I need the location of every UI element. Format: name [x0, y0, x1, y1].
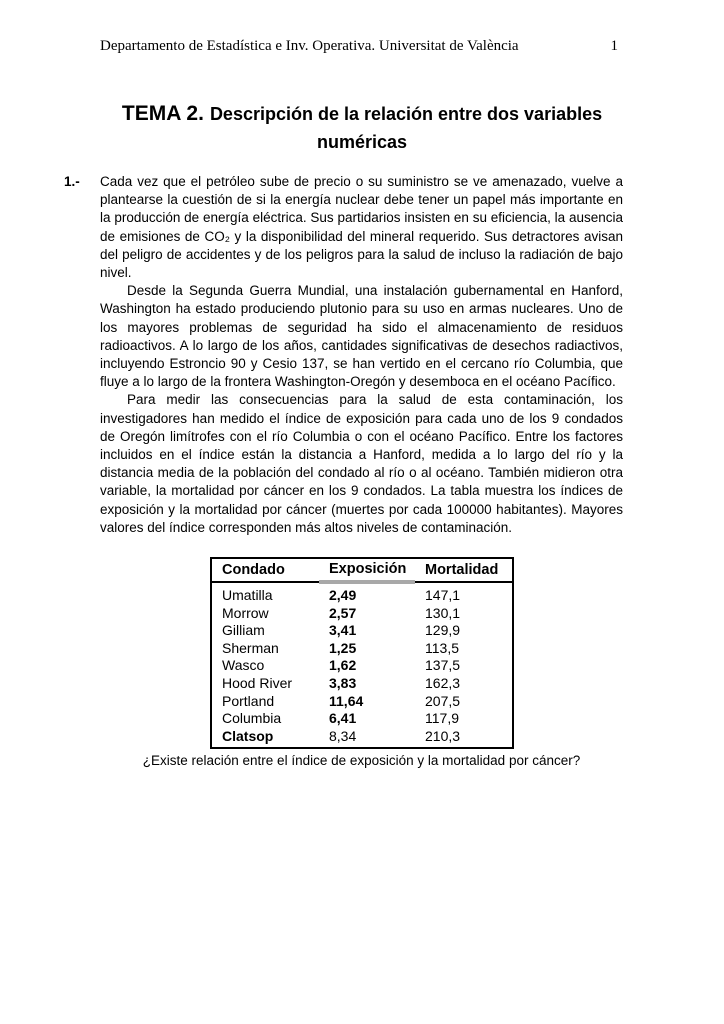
county-cell: Sherman: [222, 639, 279, 656]
table-row: [211, 605, 513, 623]
county-cell: Columbia: [222, 710, 282, 727]
exposure-cell: 8,34: [329, 727, 357, 744]
exercise-number: 1.-: [64, 174, 80, 189]
table-row: [211, 675, 513, 693]
title-prefix: TEMA 2.: [121, 102, 204, 125]
exposure-mortality-table-container: [210, 557, 514, 749]
county-cell: Umatilla: [222, 586, 273, 603]
mortality-cell: 137,5: [425, 657, 461, 674]
county-cell: Clatsop: [222, 727, 274, 744]
exposure-cell: 1,25: [329, 639, 357, 656]
column-header-exposure: Exposición: [319, 558, 415, 582]
closing-question: ¿Existe relación entre el índice de exposición y la mortalidad por cáncer?: [142, 753, 581, 768]
exercise-body: [64, 173, 623, 537]
exposure-mortality-table: [210, 557, 514, 749]
table-row: [211, 622, 513, 640]
title-rest: Descripción de la relación entre dos variables numéricas: [209, 104, 603, 152]
exposure-cell: 11,64: [329, 692, 364, 709]
document-title-text: [112, 101, 612, 157]
header-page-number: 1: [610, 38, 618, 54]
document-title: [0, 101, 724, 157]
table-row: [211, 640, 513, 658]
mortality-cell: 210,3: [425, 727, 461, 744]
county-cell: Portland: [222, 692, 275, 709]
table-row: [211, 693, 513, 711]
exercise-paragraph-1-text: Cada vez que el petróleo sube de precio o su suministro se ve amenazado, vuelve a plantearse la cuestión de si la energía nuclear debe tener un papel más importante en la producción de energía eléctrica. Sus partidarios insisten en su eficiencia, la ausencia de emisiones de CO₂ y la disponibilidad del mineral requerido. Sus detractores avisan del peligro de accidentes y de los peligros para la salud de incluso la radiación de bajo nivel.: [100, 174, 623, 281]
exposure-cell: 3,83: [329, 674, 357, 691]
exposure-cell: 3,41: [329, 622, 357, 639]
county-cell: Morrow: [222, 604, 269, 621]
table-row: [211, 582, 513, 605]
table-row: [211, 728, 513, 749]
exercise-paragraph-3: Para medir las consecuencias para la salud de esta contaminación, los investigadores han medido el índice de exposición para cada uno de los 9 condados de Oregón limítrofes con el río Columbia o con el océano Pacífico. Entre los factores incluidos en el índice están la distancia a Hanford, medida a lo largo del río y la distancia media de la población del condado al río o al océano. También midieron otra variable, la mortalidad por cáncer en los 9 condados. La tabla muestra los índices de exposición y la mortalidad por cáncer (muertes por cada 100000 habitantes). Mayores valores del índice corresponden más altos niveles de contaminación.: [100, 392, 623, 535]
table-row: [211, 657, 513, 675]
column-header-county: Condado: [211, 558, 319, 582]
mortality-cell: 207,5: [425, 692, 461, 709]
exposure-cell: 1,62: [329, 657, 357, 674]
exposure-cell: 2,49: [329, 587, 357, 603]
exposure-cell: 2,57: [329, 604, 357, 621]
exercise-paragraph-2: Desde la Segunda Guerra Mundial, una instalación gubernamental en Hanford, Washington ha estado produciendo plutonio para su uso en armas nucleares. Uno de los mayores problemas de seguridad ha sido el almacenamiento de residuos radioactivos. A lo largo de los años, cantidades significativas de desechos radiactivos, incluyendo Estroncio 90 y Cesio 137, se han vertido en el cercano río Columbia, que fluye a lo largo de la frontera Washington-Oregón y desemboca en el océano Pacífico.: [100, 283, 623, 390]
exposure-cell: 6,41: [329, 710, 357, 727]
mortality-cell: 129,9: [425, 622, 461, 639]
mortality-cell: 117,9: [425, 710, 459, 727]
county-cell: Gilliam: [222, 622, 265, 639]
mortality-cell: 147,1: [425, 586, 461, 603]
mortality-cell: 162,3: [425, 674, 461, 691]
table-header-row: [211, 558, 513, 582]
mortality-cell: 113,5: [425, 639, 459, 656]
mortality-cell: 130,1: [425, 604, 461, 621]
running-header: [100, 37, 618, 56]
column-header-mortality: Mortalidad: [415, 558, 513, 582]
county-cell: Hood River: [222, 674, 293, 691]
exercise-paragraph-1: [64, 173, 623, 282]
header-department-text: Departamento de Estadística e Inv. Operativa. Universitat de València: [100, 38, 519, 54]
table-row: [211, 710, 513, 728]
county-cell: Wasco: [222, 657, 265, 674]
